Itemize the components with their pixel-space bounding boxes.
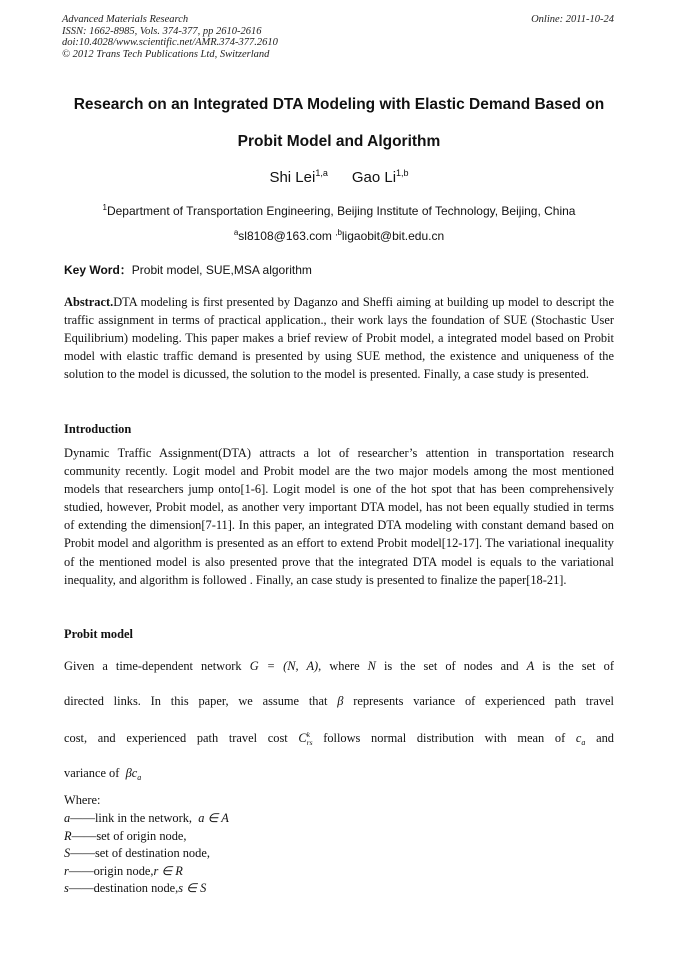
introduction-text: Dynamic Traffic Assignment(DTA) attracts a lot of researcher’s attention in transportation research community recently. Logit model and Probit model are the two major models among the most mentioned models that researchers jump onto[1-6]. Logit model is one of the hot spot that has been comprehensively studied, however, Probit model, as another very important DTA model, has not been equally studied in terms of extending the dimension[7-11]. In this paper, an integrated DTA modeling with constant demand based on Probit model and algorithm is presented as an effort to extend Probit model[12-17]. The variational inequality of the mentioned model is also presented prove that the integrated DTA model is equals to the variational inequality, and algorithm is followed . Finally, an case study is presented to finalize the paper[18-21].: [64, 446, 614, 587]
symbol-c: c: [575, 731, 582, 745]
def-extra: r ∈ R: [153, 863, 183, 878]
email-b[interactable]: ligaobit@bit.edu.cn: [341, 229, 445, 243]
where-label: Where:: [64, 793, 101, 807]
probit-heading: Probit model: [64, 627, 133, 641]
abstract-text: DTA modeling is first presented by Daganzo and Sheffi aiming at building up model to descript the traffic assignment in terms of practical application., their work lays the foundation of SUE (Stochastic User Equilibrium) modeling. This paper makes a brief review of Probit model, a integrated model based on Probit model with elastic traffic demand is presented by using SUE method, the existence and uniqueness of the solution to the model is dicussed, the solution to the model is presented. Finally, a case study is presented.: [64, 295, 614, 382]
def-symbol: s: [64, 881, 69, 895]
definition-item: [64, 845, 229, 863]
paper-title: [48, 86, 630, 160]
def-symbol: S: [64, 846, 71, 860]
author-2-name: Gao Li: [351, 169, 397, 186]
def-text: set of origin node,: [96, 828, 187, 843]
author-1-sup: 1,a: [315, 168, 328, 178]
keywords-text: Probit model, SUE,MSA algorithm: [131, 263, 312, 277]
def-dash: ——: [70, 811, 95, 825]
keywords: [64, 261, 312, 278]
def-dash: ——: [71, 828, 97, 843]
email-b-sup: ,b: [335, 228, 342, 237]
probit-line-3-b: follows normal distribution with mean of: [323, 731, 566, 745]
emails: [0, 228, 678, 243]
probit-line-4-a: variance of: [64, 766, 120, 780]
symbol-c-a: [576, 731, 586, 745]
symbol-A: A: [526, 659, 535, 673]
symbol-c-sub: a: [581, 738, 586, 747]
email-a-sup: a: [233, 228, 239, 237]
probit-line-1-a: Given a time-dependent network: [64, 659, 242, 673]
doi-line: doi:10.4028/www.scientific.net/AMR.374-377.2610: [62, 37, 278, 48]
def-text: destination node,: [93, 881, 179, 895]
def-extra: a ∈ A: [198, 811, 229, 825]
probit-line-2: [64, 694, 614, 709]
def-text: origin node,: [93, 863, 154, 878]
introduction-heading: Introduction: [64, 422, 132, 436]
probit-line-3-a: cost, and experienced path travel cost: [64, 731, 288, 745]
symbol-C-sup: k: [306, 730, 311, 740]
email-a[interactable]: sl8108@163.com: [238, 229, 332, 243]
probit-line-4: [64, 766, 614, 782]
network-formula: G = (N, A): [249, 659, 319, 673]
def-symbol: r: [64, 863, 69, 878]
symbol-C-sub: rs: [306, 738, 313, 748]
issn-line: ISSN: 1662-8985, Vols. 374-377, pp 2610-2616: [62, 25, 262, 37]
def-extra: s ∈ S: [178, 881, 207, 895]
title-line-2: Probit Model and Algorithm: [237, 133, 441, 150]
affiliation-text: Department of Transportation Engineering, Beijing Institute of Technology, Beijing, China: [106, 204, 576, 218]
def-dash: ——: [68, 863, 94, 878]
authors: [0, 168, 678, 186]
probit-line-2-b: represents variance of experienced path travel: [353, 694, 614, 708]
def-dash: ——: [70, 846, 95, 860]
probit-line-3: [64, 731, 614, 747]
author-2-sup: 1,b: [396, 168, 409, 178]
affiliation-sup: 1: [102, 203, 107, 212]
probit-line-1-b: , where: [318, 659, 360, 673]
probit-line-2-a: directed links. In this paper, we assume that: [64, 694, 328, 708]
def-text: link in the network,: [94, 811, 193, 825]
symbol-C: C: [298, 731, 307, 745]
symbol-beta-c-sub: a: [137, 773, 142, 782]
title-line-1: Research on an Integrated DTA Modeling with Elastic Demand Based on: [73, 96, 605, 113]
probit-line-3-c: and: [596, 731, 614, 745]
def-dash: ——: [68, 881, 94, 895]
page-header: [62, 14, 614, 60]
symbol-beta-c: βc: [125, 766, 138, 780]
probit-line-1-c: is the set of nodes and: [383, 659, 519, 673]
author-1-name: Shi Lei: [269, 169, 316, 186]
online-date: Online: 2011-10-24: [531, 14, 614, 25]
definition-item: [64, 863, 229, 881]
definitions-list: [64, 810, 229, 898]
def-symbol: a: [64, 811, 71, 825]
probit-line-1: [64, 659, 614, 674]
abstract: [64, 293, 614, 383]
definition-item: [64, 810, 229, 828]
symbol-beta: β: [337, 694, 344, 708]
def-symbol: R: [64, 828, 72, 843]
definition-item: [64, 880, 229, 898]
keywords-label: Key Word：: [64, 263, 132, 277]
probit-line-1-d: is the set of: [542, 659, 614, 673]
symbol-C-rs-k: [298, 730, 313, 748]
copyright-line: © 2012 Trans Tech Publications Ltd, Switzerland: [62, 48, 270, 60]
def-text: set of destination node,: [94, 846, 210, 860]
journal-name: Advanced Materials Research: [62, 14, 189, 25]
affiliation: [0, 203, 678, 218]
symbol-N: N: [367, 659, 376, 673]
definition-item: [64, 828, 229, 846]
abstract-label: Abstract.: [64, 295, 114, 309]
